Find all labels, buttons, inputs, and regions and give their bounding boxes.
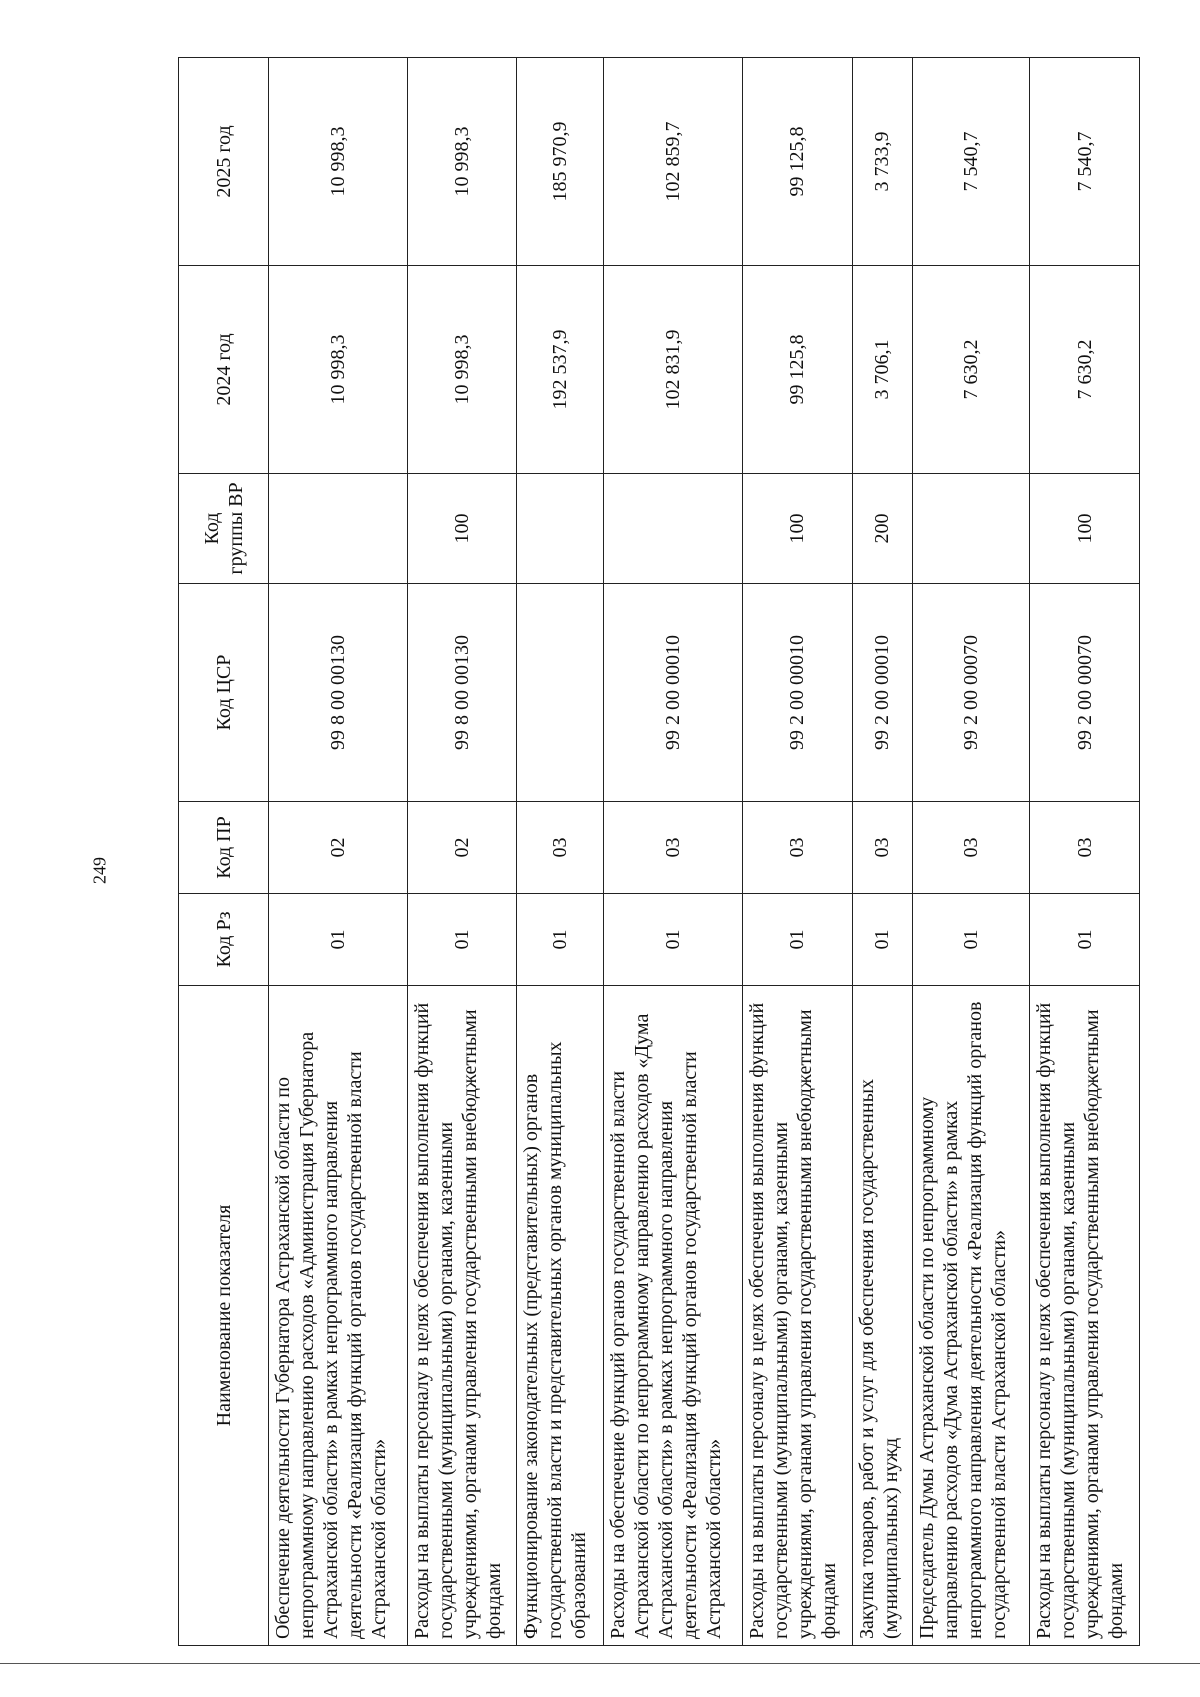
row-pr: 02 <box>407 802 517 894</box>
row-vr: 200 <box>852 474 913 584</box>
table-row <box>1030 58 1140 1646</box>
row-rz: 01 <box>269 894 408 986</box>
row-vr <box>269 474 408 584</box>
row-pr: 03 <box>913 802 1030 894</box>
row-rz: 01 <box>517 894 604 986</box>
row-vr <box>604 474 743 584</box>
header-csr: Код ЦСР <box>179 584 269 802</box>
table-row <box>852 58 913 1646</box>
row-name: Председатель Думы Астраханской области по непрограммному направлению расходов «Дума Астраханской области» в рамках непрограммного направления деятельности «Реализация функций органов государственной власти Астраханской области» <box>913 986 1030 1646</box>
row-vr: 100 <box>1030 474 1140 584</box>
table-row <box>604 58 743 1646</box>
row-csr <box>517 584 604 802</box>
header-rz: Код Рз <box>179 894 269 986</box>
row-pr: 03 <box>1030 802 1140 894</box>
table-row <box>269 58 408 1646</box>
row-rz: 01 <box>742 894 852 986</box>
row-pr: 03 <box>742 802 852 894</box>
table-row <box>742 58 852 1646</box>
table-row <box>913 58 1030 1646</box>
row-2024: 3 706,1 <box>852 266 913 474</box>
row-rz: 01 <box>913 894 1030 986</box>
row-name: Расходы на выплаты персоналу в целях обеспечения выполнения функций государственными (муниципальными) органами, казенными учреждениями, органами управления государственными внебюджетными фондами <box>1030 986 1140 1646</box>
row-pr: 03 <box>852 802 913 894</box>
row-2025: 7 540,7 <box>913 58 1030 266</box>
row-vr <box>517 474 604 584</box>
row-2025: 99 125,8 <box>742 58 852 266</box>
row-csr: 99 8 00 00130 <box>407 584 517 802</box>
row-pr: 03 <box>517 802 604 894</box>
header-pr: Код ПР <box>179 802 269 894</box>
row-vr: 100 <box>407 474 517 584</box>
header-2025: 2025 год <box>179 58 269 266</box>
header-vr: Код группы ВР <box>179 474 269 584</box>
row-2024: 102 831,9 <box>604 266 743 474</box>
row-2024: 10 998,3 <box>407 266 517 474</box>
page-number: 249 <box>89 857 110 884</box>
row-2025: 102 859,7 <box>604 58 743 266</box>
row-name: Расходы на обеспечение функций органов государственной власти Астраханской области по непрограммному направлению расходов «Дума Астраханской области» в рамках непрограммного направления деятельности «Реализация функций органов государственной власти Астраханской области» <box>604 986 743 1646</box>
row-name: Расходы на выплаты персоналу в целях обеспечения выполнения функций государственными (муниципальными) органами, казенными учреждениями, органами управления государственными внебюджетными фондами <box>742 986 852 1646</box>
header-name: Наименование показателя <box>179 986 269 1646</box>
row-2024: 10 998,3 <box>269 266 408 474</box>
table-row <box>407 58 517 1646</box>
row-2024: 7 630,2 <box>913 266 1030 474</box>
rotated-table-container <box>178 58 1140 1646</box>
header-2024: 2024 год <box>179 266 269 474</box>
row-vr <box>913 474 1030 584</box>
row-csr: 99 2 00 00070 <box>913 584 1030 802</box>
row-csr: 99 2 00 00010 <box>742 584 852 802</box>
row-2024: 7 630,2 <box>1030 266 1140 474</box>
row-rz: 01 <box>1030 894 1140 986</box>
row-2024: 192 537,9 <box>517 266 604 474</box>
row-rz: 01 <box>604 894 743 986</box>
row-csr: 99 8 00 00130 <box>269 584 408 802</box>
row-rz: 01 <box>852 894 913 986</box>
row-2025: 3 733,9 <box>852 58 913 266</box>
row-name: Закупка товаров, работ и услуг для обеспечения государственных (муниципальных) нужд <box>852 986 913 1646</box>
row-pr: 03 <box>604 802 743 894</box>
row-pr: 02 <box>269 802 408 894</box>
row-vr: 100 <box>742 474 852 584</box>
bottom-rule <box>0 1663 1200 1664</box>
row-csr: 99 2 00 00010 <box>604 584 743 802</box>
row-name: Функционирование законодательных (представительных) органов государственной власти и представительных органов муниципальных образований <box>517 986 604 1646</box>
row-2024: 99 125,8 <box>742 266 852 474</box>
budget-table <box>178 57 1140 1646</box>
table-header-row <box>179 58 269 1646</box>
row-name: Обеспечение деятельности Губернатора Астраханской области по непрограммному направлению расходов «Администрация Губернатора Астраханской области» в рамках непрограммного направления деятельности «Реализация функций органов государственной власти Астраханской области» <box>269 986 408 1646</box>
row-2025: 10 998,3 <box>407 58 517 266</box>
row-2025: 7 540,7 <box>1030 58 1140 266</box>
row-csr: 99 2 00 00010 <box>852 584 913 802</box>
row-name: Расходы на выплаты персоналу в целях обеспечения выполнения функций государственными (муниципальными) органами, казенными учреждениями, органами управления государственными внебюджетными фондами <box>407 986 517 1646</box>
row-2025: 185 970,9 <box>517 58 604 266</box>
table-row <box>517 58 604 1646</box>
row-csr: 99 2 00 00070 <box>1030 584 1140 802</box>
row-2025: 10 998,3 <box>269 58 408 266</box>
row-rz: 01 <box>407 894 517 986</box>
